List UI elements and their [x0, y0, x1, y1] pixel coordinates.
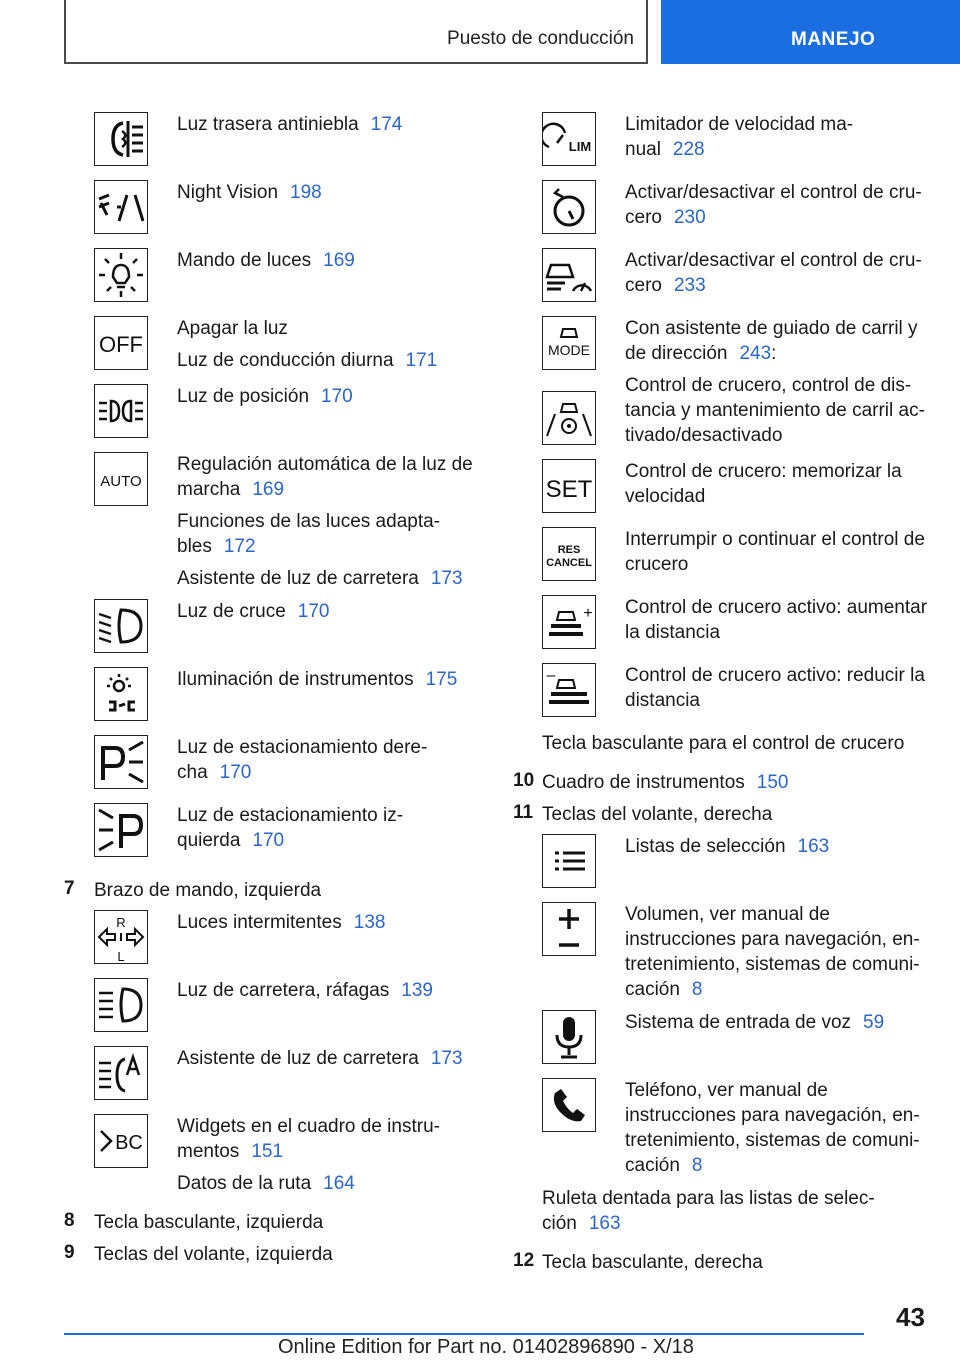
page-link[interactable]: 173: [430, 1048, 463, 1069]
header-section-tab: [64, 0, 648, 64]
bc-widget-icon: [94, 1114, 148, 1168]
item-number: 9: [64, 1242, 75, 1263]
minus-label: –: [546, 667, 556, 684]
speed-limiter-text-2: nual 228: [625, 139, 705, 160]
low-beam-icon: [94, 599, 148, 653]
acc-lane-text: Control de crucero, control de dis-: [625, 375, 912, 396]
res-label: RES: [557, 544, 581, 556]
page-number: 43: [896, 1302, 925, 1332]
parking-light-text: Luz de posición 170: [177, 386, 353, 407]
right-parking-text: Luz de estacionamiento dere-: [177, 737, 428, 758]
resume-text: Interrumpir o continuar el control de: [625, 529, 925, 550]
set-icon: [542, 459, 596, 513]
volume-text-4: cación 8: [625, 979, 703, 1000]
wheel-text-2: ción 163: [542, 1213, 621, 1234]
adaptive-light-text-2: bles 172: [177, 536, 256, 557]
set-speed-text: Control de crucero: memorizar la: [625, 461, 902, 482]
item-9-text: Teclas del volante, izquierda: [94, 1244, 333, 1265]
page-link[interactable]: 59: [863, 1012, 885, 1033]
widgets-text-2: mentos 151: [177, 1141, 284, 1162]
high-beam-assistant-icon: [94, 1046, 148, 1100]
turn-signal-icon: [94, 910, 148, 964]
volume-text-3: tretenimiento, sistemas de comuni-: [625, 954, 920, 975]
cancel-label: CANCEL: [546, 557, 592, 569]
mode-label: MODE: [548, 342, 590, 358]
mode-icon: [542, 316, 596, 370]
night-vision-icon: [94, 180, 148, 234]
res-cancel-icon: [542, 527, 596, 581]
volume-text-2: instrucciones para navegación, en-: [625, 929, 920, 950]
lane-guidance-text: Con asistente de guiado de carril y: [625, 318, 918, 339]
phone-text: Teléfono, ver manual de: [625, 1080, 828, 1101]
distance-decrease-text: Control de crucero activo: reducir la: [625, 665, 925, 686]
selection-list-icon: [542, 834, 596, 888]
page-link[interactable]: 172: [223, 536, 256, 557]
page-link[interactable]: 163: [797, 836, 830, 857]
widgets-text: Widgets en el cuadro de instru-: [177, 1116, 440, 1137]
item-number: 8: [64, 1210, 75, 1231]
active-cruise-text: Activar/desactivar el control de cru-: [625, 250, 922, 271]
lim-label: LIM: [568, 139, 592, 154]
distance-increase-text: Control de crucero activo: aumentar: [625, 597, 928, 618]
item-11-text: Teclas del volante, derecha: [542, 804, 773, 825]
distance-increase-text-2: la distancia: [625, 622, 721, 643]
page-link[interactable]: 150: [756, 772, 789, 793]
active-cruise-text-2: cero 233: [625, 275, 706, 296]
light-control-icon: [94, 248, 148, 302]
page-link[interactable]: 170: [321, 386, 353, 407]
right-parking-light-icon: [94, 735, 148, 789]
parking-light-icon: [94, 384, 148, 438]
cruise-toggle-text: Activar/desactivar el control de cru-: [625, 182, 922, 203]
set-speed-text-2: velocidad: [625, 486, 706, 507]
distance-increase-icon: [542, 595, 596, 649]
section-title: Puesto de conducción: [447, 28, 634, 49]
distance-decrease-text-2: distancia: [625, 690, 700, 711]
phone-text-3: tretenimiento, sistemas de comuni-: [625, 1130, 920, 1151]
page-link[interactable]: 173: [430, 568, 463, 589]
r-label: R: [116, 915, 126, 930]
left-parking-text: Luz de estacionamiento iz-: [177, 805, 404, 826]
lane-guidance-text-2: de dirección 243:: [625, 343, 777, 364]
left-parking-light-icon: [94, 803, 148, 857]
page-link[interactable]: 163: [588, 1213, 621, 1234]
light-control-text: Mando de luces 169: [177, 250, 355, 271]
night-vision-text: Night Vision 198: [177, 182, 322, 203]
item-10-text: Cuadro de instrumentos 150: [542, 772, 789, 793]
lights-off-icon: [94, 316, 148, 370]
auto-light-text: Regulación automática de la luz de: [177, 454, 473, 475]
turn-signal-text: Luces intermitentes 138: [177, 912, 386, 933]
item-number: 10: [513, 770, 535, 791]
page-link[interactable]: 8: [691, 979, 703, 1000]
page-link[interactable]: 174: [370, 114, 403, 135]
footer-edition: Online Edition for Part no. 01402896890 - X/18: [278, 1336, 694, 1358]
cruise-control-icon: [542, 180, 596, 234]
page-link[interactable]: 243: [739, 343, 772, 364]
trip-data-text: Datos de la ruta 164: [177, 1173, 355, 1194]
item-number: 11: [513, 802, 534, 823]
phone-text-4: cación 8: [625, 1155, 703, 1176]
acc-lane-text-2: tancia y mantenimiento de carril ac-: [625, 400, 925, 421]
rocker-text: Tecla basculante para el control de crucero: [542, 733, 905, 754]
lights-off-text: Apagar la luz: [177, 318, 288, 339]
acc-lane-text-3: tivado/desactivado: [625, 425, 783, 446]
volume-icon: [542, 902, 596, 956]
high-beam-assistant-text: Asistente de luz de carretera 173: [177, 1048, 463, 1069]
plus-label: +: [583, 605, 593, 622]
speed-limiter-text: Limitador de velocidad ma-: [625, 114, 854, 135]
page-link[interactable]: 170: [252, 830, 285, 851]
low-beam-text: Luz de cruce 170: [177, 601, 330, 622]
l-label: L: [117, 949, 125, 963]
item-12-text: Tecla basculante, derecha: [542, 1252, 763, 1273]
set-label: SET: [545, 476, 593, 503]
bc-label: BC: [115, 1132, 143, 1154]
resume-text-2: crucero: [625, 554, 689, 575]
instrument-lighting-text: Iluminación de instrumentos 175: [177, 669, 458, 690]
footer-divider: [64, 1333, 864, 1335]
page-link[interactable]: 170: [297, 601, 330, 622]
right-parking-text-2: cha 170: [177, 762, 252, 783]
page-link[interactable]: 169: [323, 250, 355, 271]
header-chapter-tab: [661, 0, 960, 64]
chapter-title: MANEJO: [791, 29, 876, 50]
page-link[interactable]: 233: [673, 275, 706, 296]
page-link[interactable]: 170: [219, 762, 252, 783]
item-7-text: Brazo de mando, izquierda: [94, 880, 322, 901]
item-number: 12: [513, 1250, 535, 1271]
adaptive-light-text: Funciones de las luces adapta-: [177, 511, 440, 532]
distance-decrease-icon: [542, 663, 596, 717]
page-link[interactable]: 151: [251, 1141, 284, 1162]
page-link[interactable]: 171: [405, 350, 438, 371]
page-link[interactable]: 164: [323, 1173, 355, 1194]
page-link[interactable]: 228: [672, 139, 705, 160]
page-link[interactable]: 175: [425, 669, 458, 690]
microphone-icon: [542, 1010, 596, 1064]
page-link[interactable]: 230: [673, 207, 706, 228]
item-number: 7: [64, 878, 75, 899]
page-link[interactable]: 169: [252, 479, 285, 500]
auto-light-text-2: marcha 169: [177, 479, 285, 500]
volume-text: Volumen, ver manual de: [625, 904, 830, 925]
phone-icon: [542, 1078, 596, 1132]
high-beam-icon: [94, 978, 148, 1032]
wheel-text: Ruleta dentada para las listas de selec-: [542, 1188, 875, 1209]
left-parking-text-2: quierda 170: [177, 830, 285, 851]
high-beam-text: Luz de carretera, ráfagas 139: [177, 980, 433, 1001]
phone-text-2: instrucciones para navegación, en-: [625, 1105, 920, 1126]
auto-lights-icon: [94, 452, 148, 506]
page-link[interactable]: 198: [290, 182, 322, 203]
rear-fog-light-text: Luz trasera antiniebla 174: [177, 114, 403, 135]
item-8-text: Tecla basculante, izquierda: [94, 1212, 324, 1233]
lane-assist-icon: [542, 391, 596, 445]
auto-label: AUTO: [100, 473, 142, 490]
page-link[interactable]: 139: [401, 980, 433, 1001]
daytime-light-text: Luz de conducción diurna 171: [177, 350, 438, 371]
instrument-lighting-icon: [94, 667, 148, 721]
cruise-toggle-text-2: cero 230: [625, 207, 706, 228]
active-cruise-icon: [542, 248, 596, 302]
speed-limiter-icon: [542, 112, 596, 166]
page-link[interactable]: 138: [353, 912, 386, 933]
off-label: OFF: [99, 332, 143, 357]
voice-input-text: Sistema de entrada de voz 59: [625, 1012, 885, 1033]
high-beam-assist-text: Asistente de luz de carretera 173: [177, 568, 463, 589]
rear-fog-light-icon: [94, 112, 148, 166]
selection-list-text: Listas de selección 163: [625, 836, 830, 857]
page-link[interactable]: 8: [691, 1155, 703, 1176]
